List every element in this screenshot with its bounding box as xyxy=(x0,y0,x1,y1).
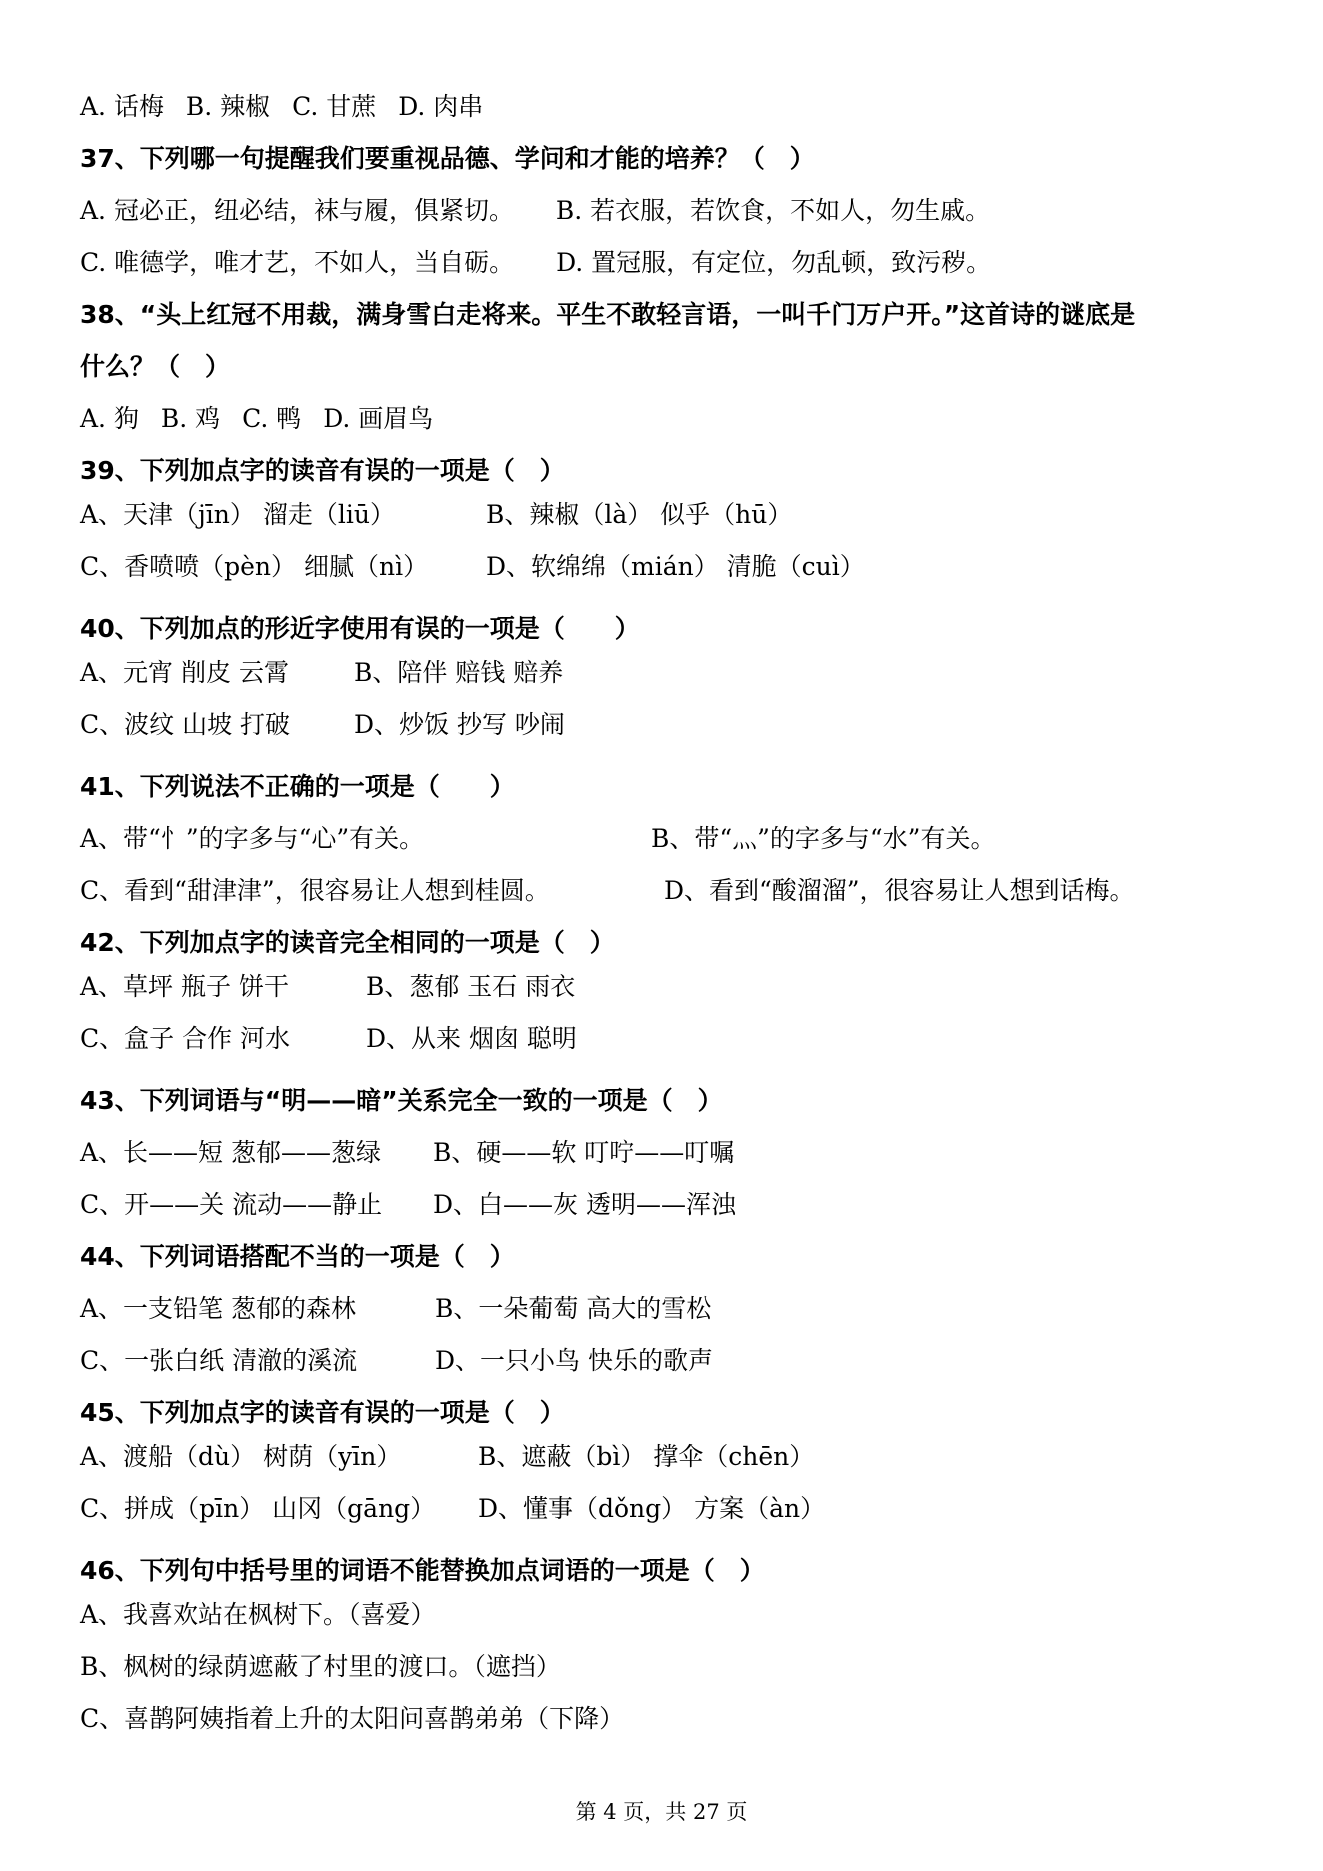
q37-question: 37、下列哪一句提醒我们要重视品德、学问和才能的培养？（ ） xyxy=(80,144,815,173)
q40-option-c[interactable]: C、波纹 山坡 打破 xyxy=(80,710,291,739)
q43-options-row1 xyxy=(80,1136,734,1170)
q38-question-line2: 什么？（ ） xyxy=(80,352,231,381)
q42-option-b[interactable]: B、葱郁 玉石 雨衣 xyxy=(365,972,576,1001)
q42-option-d[interactable]: D、从来 烟囱 聪明 xyxy=(365,1024,577,1053)
q41-option-b[interactable]: B、带“灬”的字多与“水”有关。 xyxy=(650,824,996,853)
q40-options-row1 xyxy=(80,656,563,690)
q44-options-row2 xyxy=(80,1344,713,1378)
q42-options-row2 xyxy=(80,1022,577,1056)
q45-option-b[interactable]: B、遮蔽（bì） 撑伞（chēn） xyxy=(477,1442,815,1471)
q45-option-d[interactable]: D、懂事（dǒng） 方案（àn） xyxy=(477,1494,826,1523)
q39-option-c[interactable]: C、香喷喷（pèn） 细腻（nì） xyxy=(80,552,429,581)
q39-option-b[interactable]: B、辣椒（là） 似乎（hū） xyxy=(485,500,793,529)
q41-options-row1 xyxy=(80,822,995,856)
q41-option-a[interactable]: A、带“忄”的字多与“心”有关。 xyxy=(80,824,425,853)
q37-option-d[interactable]: D. 置冠服，有定位，勿乱顿，致污秽。 xyxy=(556,248,992,277)
q46-question: 46、下列句中括号里的词语不能替换加点词语的一项是（ ） xyxy=(80,1556,765,1585)
q38-option-b[interactable]: B. 鸡 xyxy=(160,404,221,433)
q39-option-a[interactable]: A、天津（jīn） 溜走（liū） xyxy=(80,500,395,529)
q43-option-d[interactable]: D、白——灰 透明——浑浊 xyxy=(432,1190,736,1219)
q38-options xyxy=(80,402,433,436)
q45-question: 45、下列加点字的读音有误的一项是（ ） xyxy=(80,1398,565,1427)
q40-options-row2 xyxy=(80,708,565,742)
q42-question: 42、下列加点字的读音完全相同的一项是（ ） xyxy=(80,928,615,957)
q40-option-a[interactable]: A、元宵 削皮 云霄 xyxy=(80,658,289,687)
q36-option-b[interactable]: B. 辣椒 xyxy=(185,92,271,121)
q44-option-a[interactable]: A、一支铅笔 葱郁的森林 xyxy=(80,1294,357,1323)
q42-option-a[interactable]: A、草坪 瓶子 饼干 xyxy=(80,972,289,1001)
q43-question: 43、下列词语与“明——暗”关系完全一致的一项是（ ） xyxy=(80,1086,723,1115)
q36-option-a[interactable]: A. 话梅 xyxy=(80,92,164,121)
q39-options-row2 xyxy=(80,550,865,584)
q43-option-b[interactable]: B、硬——软 叮咛——叮嘱 xyxy=(432,1138,735,1167)
q41-option-c[interactable]: C、看到“甜津津”，很容易让人想到桂圆。 xyxy=(80,876,550,905)
q44-option-d[interactable]: D、一只小鸟 快乐的歌声 xyxy=(434,1346,713,1375)
q39-options-row1 xyxy=(80,498,792,532)
q36-options xyxy=(80,90,483,124)
q40-question: 40、下列加点的形近字使用有误的一项是（ ） xyxy=(80,614,640,643)
q37-option-b[interactable]: B. 若衣服，若饮食，不如人，勿生戚。 xyxy=(555,196,991,225)
q42-option-c[interactable]: C、盒子 合作 河水 xyxy=(80,1024,291,1053)
q39-option-d[interactable]: D、软绵绵（mián） 清脆（cuì） xyxy=(485,552,865,581)
q44-option-b[interactable]: B、一朵葡萄 高大的雪松 xyxy=(434,1294,712,1323)
q41-option-d[interactable]: D、看到“酸溜溜”，很容易让人想到话梅。 xyxy=(663,876,1135,905)
q37-option-a[interactable]: A. 冠必正，纽必结，袜与履，俱紧切。 xyxy=(80,196,514,225)
q41-question: 41、下列说法不正确的一项是（ ） xyxy=(80,772,515,801)
q44-options-row1 xyxy=(80,1292,711,1326)
q39-question: 39、下列加点字的读音有误的一项是（ ） xyxy=(80,456,565,485)
q38-option-d[interactable]: D. 画眉鸟 xyxy=(323,404,434,433)
q46-option-c[interactable]: C、喜鹊阿姨指着上升的太阳问喜鹊弟弟（下降） xyxy=(80,1704,625,1733)
q45-option-a[interactable]: A、渡船（dù） 树荫（yīn） xyxy=(80,1442,402,1471)
q37-options-row1 xyxy=(80,194,990,228)
q45-options-row2 xyxy=(80,1492,825,1526)
q43-options-row2 xyxy=(80,1188,736,1222)
q38-question-line1: 38、“头上红冠不用裁，满身雪白走将来。平生不敢轻言语，一叫千门万户开。”这首诗的谜底是 xyxy=(80,300,1136,329)
q37-options-row2 xyxy=(80,246,991,280)
q36-option-d[interactable]: D. 肉串 xyxy=(398,92,484,121)
q37-option-c[interactable]: C. 唯德学，唯才艺，不如人，当自砺。 xyxy=(80,248,515,277)
q46-option-a[interactable]: A、我喜欢站在枫树下。（喜爱） xyxy=(80,1600,436,1629)
q40-option-b[interactable]: B、陪伴 赔钱 赔养 xyxy=(353,658,564,687)
q43-option-a[interactable]: A、长——短 葱郁——葱绿 xyxy=(80,1138,382,1167)
q40-option-d[interactable]: D、炒饭 抄写 吵闹 xyxy=(353,710,565,739)
q45-option-c[interactable]: C、拼成（pīn） 山冈（gāng） xyxy=(80,1494,436,1523)
q43-option-c[interactable]: C、开——关 流动——静止 xyxy=(80,1190,383,1219)
q36-option-c[interactable]: C. 甘蔗 xyxy=(292,92,377,121)
q44-option-c[interactable]: C、一张白纸 清澈的溪流 xyxy=(80,1346,358,1375)
q45-options-row1 xyxy=(80,1440,814,1474)
q46-option-b[interactable]: B、枫树的绿荫遮蔽了村里的渡口。（遮挡） xyxy=(80,1652,561,1681)
q41-options-row2 xyxy=(80,874,1135,908)
q44-question: 44、下列词语搭配不当的一项是（ ） xyxy=(80,1242,515,1271)
q38-option-c[interactable]: C. 鸭 xyxy=(242,404,302,433)
q38-option-a[interactable]: A. 狗 xyxy=(80,404,139,433)
page-footer: 第 4 页，共 27 页 xyxy=(575,1800,748,1824)
q42-options-row1 xyxy=(80,970,575,1004)
